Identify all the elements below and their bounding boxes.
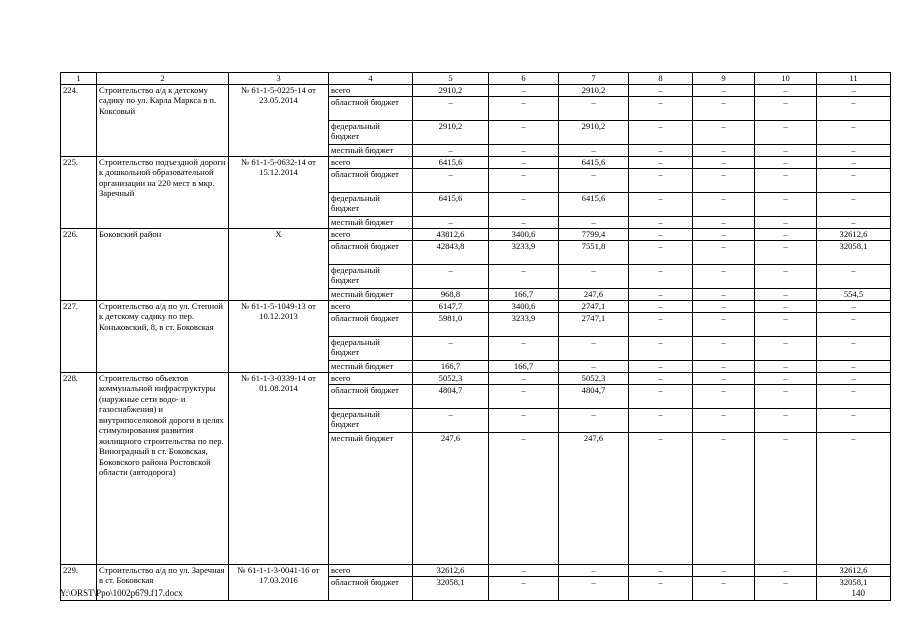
table-row [61, 372, 891, 384]
table-row [61, 228, 891, 240]
registration-number: № 61-1-5-1049-13 от 10.12.2013 [229, 300, 329, 372]
amount-cell: – [693, 300, 755, 312]
amount-cell: – [755, 156, 817, 168]
amount-cell: – [817, 408, 891, 432]
amount-cell: – [559, 144, 629, 156]
amount-cell: – [693, 120, 755, 144]
amount-cell: 247,6 [559, 432, 629, 564]
amount-cell: – [629, 384, 693, 408]
amount-cell: – [817, 312, 891, 336]
amount-cell: – [755, 240, 817, 264]
amount-cell: – [693, 228, 755, 240]
amount-cell: – [755, 336, 817, 360]
amount-cell: 2910,2 [413, 120, 489, 144]
amount-cell: – [817, 156, 891, 168]
amount-cell: – [489, 372, 559, 384]
amount-cell: – [693, 144, 755, 156]
funding-source: всего [329, 156, 413, 168]
amount-cell: – [629, 156, 693, 168]
amount-cell: – [817, 360, 891, 372]
amount-cell: – [693, 372, 755, 384]
amount-cell: – [629, 192, 693, 216]
amount-cell: – [693, 384, 755, 408]
amount-cell: – [559, 216, 629, 228]
amount-cell: – [489, 216, 559, 228]
amount-cell: – [693, 264, 755, 288]
amount-cell: 32612,6 [413, 564, 489, 576]
amount-cell: – [817, 96, 891, 120]
amount-cell: – [817, 384, 891, 408]
funding-source: федеральный бюджет [329, 408, 413, 432]
amount-cell: – [489, 576, 559, 600]
amount-cell: – [693, 312, 755, 336]
amount-cell: – [693, 408, 755, 432]
amount-cell: – [693, 192, 755, 216]
funding-source: всего [329, 84, 413, 96]
amount-cell: – [629, 564, 693, 576]
amount-cell: – [489, 144, 559, 156]
budget-table [60, 72, 891, 601]
file-path: Y:\ORST\Ppo\1002p679.f17.docx [60, 588, 183, 598]
amount-cell: 3400,6 [489, 300, 559, 312]
funding-source: областной бюджет [329, 576, 413, 600]
amount-cell: 3400,6 [489, 228, 559, 240]
funding-source: всего [329, 300, 413, 312]
amount-cell: 7799,4 [559, 228, 629, 240]
amount-cell: 2747,1 [559, 312, 629, 336]
amount-cell: 42843,8 [413, 240, 489, 264]
amount-cell: 6147,7 [413, 300, 489, 312]
column-number: 7 [559, 73, 629, 85]
object-name: Боковский район [97, 228, 229, 300]
amount-cell: – [755, 408, 817, 432]
amount-cell: – [413, 144, 489, 156]
row-number: 224. [61, 84, 97, 156]
funding-source: областной бюджет [329, 312, 413, 336]
amount-cell: – [559, 168, 629, 192]
amount-cell: – [629, 120, 693, 144]
amount-cell: – [489, 264, 559, 288]
amount-cell: – [755, 84, 817, 96]
object-name: Строительство подъездной дороги к дошкольной образовательной организации на 220 мест в мкр. Заречный [97, 156, 229, 228]
row-number: 227. [61, 300, 97, 372]
amount-cell: 247,6 [413, 432, 489, 564]
column-number: 3 [229, 73, 329, 85]
amount-cell: – [629, 240, 693, 264]
amount-cell: – [413, 336, 489, 360]
amount-cell: – [755, 96, 817, 120]
funding-source: федеральный бюджет [329, 120, 413, 144]
amount-cell: 32058,1 [413, 576, 489, 600]
amount-cell: 6415,6 [413, 192, 489, 216]
amount-cell: – [559, 336, 629, 360]
amount-cell: – [693, 216, 755, 228]
amount-cell: – [693, 168, 755, 192]
amount-cell: 2910,2 [559, 84, 629, 96]
column-number: 8 [629, 73, 693, 85]
amount-cell: 43812,6 [413, 228, 489, 240]
funding-source: местный бюджет [329, 288, 413, 300]
amount-cell: – [693, 288, 755, 300]
header-row [61, 73, 891, 85]
amount-cell: 2910,2 [559, 120, 629, 144]
amount-cell: – [489, 192, 559, 216]
amount-cell: 166,7 [489, 360, 559, 372]
amount-cell: – [693, 564, 755, 576]
funding-source: областной бюджет [329, 168, 413, 192]
amount-cell: – [559, 576, 629, 600]
amount-cell: – [413, 216, 489, 228]
amount-cell: – [755, 372, 817, 384]
object-name: Строительство объектов коммунальной инфраструктуры (наружные сети водо- и газоснабжения) и внутрипоселковой дороги в целях стимулирования развития жилищного строительства по пер. Виноградный в ст. Боковская, Боковского района Ростовской области (автодорога) [97, 372, 229, 564]
amount-cell: – [629, 300, 693, 312]
amount-cell: – [817, 372, 891, 384]
funding-source: всего [329, 564, 413, 576]
amount-cell: – [817, 300, 891, 312]
amount-cell: – [755, 576, 817, 600]
funding-source: местный бюджет [329, 360, 413, 372]
column-number: 11 [817, 73, 891, 85]
amount-cell: – [489, 156, 559, 168]
amount-cell: – [559, 564, 629, 576]
amount-cell: – [413, 96, 489, 120]
row-number: 226. [61, 228, 97, 300]
amount-cell: – [817, 192, 891, 216]
funding-source: местный бюджет [329, 432, 413, 564]
amount-cell: – [693, 360, 755, 372]
amount-cell: 166,7 [489, 288, 559, 300]
funding-source: всего [329, 372, 413, 384]
amount-cell: – [755, 564, 817, 576]
amount-cell: – [629, 228, 693, 240]
amount-cell: – [629, 264, 693, 288]
amount-cell: – [755, 228, 817, 240]
amount-cell: – [413, 408, 489, 432]
amount-cell: – [755, 216, 817, 228]
amount-cell: 32612,6 [817, 564, 891, 576]
amount-cell: – [559, 96, 629, 120]
column-number: 6 [489, 73, 559, 85]
amount-cell: 247,6 [559, 288, 629, 300]
row-number: 228. [61, 372, 97, 564]
amount-cell: – [755, 288, 817, 300]
amount-cell: 166,7 [413, 360, 489, 372]
table-row [61, 84, 891, 96]
amount-cell: – [755, 264, 817, 288]
column-number: 4 [329, 73, 413, 85]
amount-cell: 6415,6 [559, 192, 629, 216]
amount-cell: – [755, 144, 817, 156]
funding-source: федеральный бюджет [329, 336, 413, 360]
amount-cell: – [817, 336, 891, 360]
column-number: 1 [61, 73, 97, 85]
amount-cell: – [489, 384, 559, 408]
amount-cell: – [817, 216, 891, 228]
registration-number: № 61-1-5-0225-14 от 23.05.2014 [229, 84, 329, 156]
funding-source: федеральный бюджет [329, 264, 413, 288]
table-row [61, 156, 891, 168]
funding-source: областной бюджет [329, 96, 413, 120]
amount-cell: – [755, 120, 817, 144]
amount-cell: – [693, 84, 755, 96]
row-number: 229. [61, 564, 97, 600]
column-number: 2 [97, 73, 229, 85]
amount-cell: – [755, 432, 817, 564]
funding-source: областной бюджет [329, 240, 413, 264]
amount-cell: – [629, 168, 693, 192]
amount-cell: – [629, 360, 693, 372]
amount-cell: – [629, 336, 693, 360]
amount-cell: – [755, 384, 817, 408]
amount-cell: 5052,3 [413, 372, 489, 384]
amount-cell: – [693, 336, 755, 360]
amount-cell: – [817, 432, 891, 564]
amount-cell: – [629, 84, 693, 96]
amount-cell: 5981,0 [413, 312, 489, 336]
amount-cell: – [817, 84, 891, 96]
amount-cell: – [755, 192, 817, 216]
amount-cell: 2747,1 [559, 300, 629, 312]
amount-cell: – [755, 300, 817, 312]
amount-cell: – [629, 372, 693, 384]
amount-cell: – [629, 312, 693, 336]
amount-cell: 3233,9 [489, 312, 559, 336]
amount-cell: 7551,8 [559, 240, 629, 264]
amount-cell: 32058,1 [817, 240, 891, 264]
amount-cell: 32612,6 [817, 228, 891, 240]
row-number: 225. [61, 156, 97, 228]
amount-cell: – [489, 408, 559, 432]
amount-cell: – [755, 360, 817, 372]
registration-number: № 61-1-3-0339-14 от 01.08.2014 [229, 372, 329, 564]
amount-cell: – [817, 144, 891, 156]
amount-cell: – [693, 96, 755, 120]
amount-cell: – [755, 168, 817, 192]
amount-cell: – [817, 168, 891, 192]
amount-cell: 6415,6 [559, 156, 629, 168]
column-number: 5 [413, 73, 489, 85]
amount-cell: – [755, 312, 817, 336]
amount-cell: 554,5 [817, 288, 891, 300]
amount-cell: – [629, 576, 693, 600]
amount-cell: – [817, 120, 891, 144]
amount-cell: 6415,6 [413, 156, 489, 168]
registration-number: № 61-1-1-3-0041-16 от 17.03.2016 [229, 564, 329, 600]
amount-cell: 4804,7 [413, 384, 489, 408]
funding-source: местный бюджет [329, 144, 413, 156]
amount-cell: – [629, 288, 693, 300]
funding-source: местный бюджет [329, 216, 413, 228]
amount-cell: – [413, 264, 489, 288]
amount-cell: – [489, 336, 559, 360]
amount-cell: – [629, 432, 693, 564]
amount-cell: 968,8 [413, 288, 489, 300]
object-name: Строительство а/д по ул. Степной к детскому садику по пер. Коньковский, 8, в ст. Боковская [97, 300, 229, 372]
column-number: 9 [693, 73, 755, 85]
amount-cell: – [559, 264, 629, 288]
amount-cell: – [629, 216, 693, 228]
page-number: 140 [851, 588, 865, 598]
amount-cell: 5052,3 [559, 372, 629, 384]
amount-cell: – [693, 240, 755, 264]
amount-cell: – [629, 408, 693, 432]
amount-cell: – [817, 264, 891, 288]
amount-cell: – [559, 360, 629, 372]
amount-cell: – [693, 576, 755, 600]
funding-source: областной бюджет [329, 384, 413, 408]
funding-source: федеральный бюджет [329, 192, 413, 216]
amount-cell: – [413, 168, 489, 192]
column-number: 10 [755, 73, 817, 85]
amount-cell: 32058,1 [817, 576, 891, 600]
amount-cell: – [489, 96, 559, 120]
table-row [61, 300, 891, 312]
amount-cell: – [693, 156, 755, 168]
amount-cell: – [629, 144, 693, 156]
funding-source: всего [329, 228, 413, 240]
amount-cell: – [693, 432, 755, 564]
amount-cell: – [489, 120, 559, 144]
amount-cell: – [629, 96, 693, 120]
amount-cell: 3233,9 [489, 240, 559, 264]
amount-cell: – [489, 432, 559, 564]
amount-cell: 4804,7 [559, 384, 629, 408]
amount-cell: – [489, 84, 559, 96]
table-row [61, 564, 891, 576]
amount-cell: – [559, 408, 629, 432]
amount-cell: 2910,2 [413, 84, 489, 96]
amount-cell: – [489, 168, 559, 192]
registration-number: Х [229, 228, 329, 300]
amount-cell: – [489, 564, 559, 576]
object-name: Строительство а/д по ул. Заречная в ст. Боковская [97, 564, 229, 600]
registration-number: № 61-1-5-0632-14 от 15.12.2014 [229, 156, 329, 228]
object-name: Строительство а/д к детскому садику по ул. Карла Маркса в п. Коксовый [97, 84, 229, 156]
